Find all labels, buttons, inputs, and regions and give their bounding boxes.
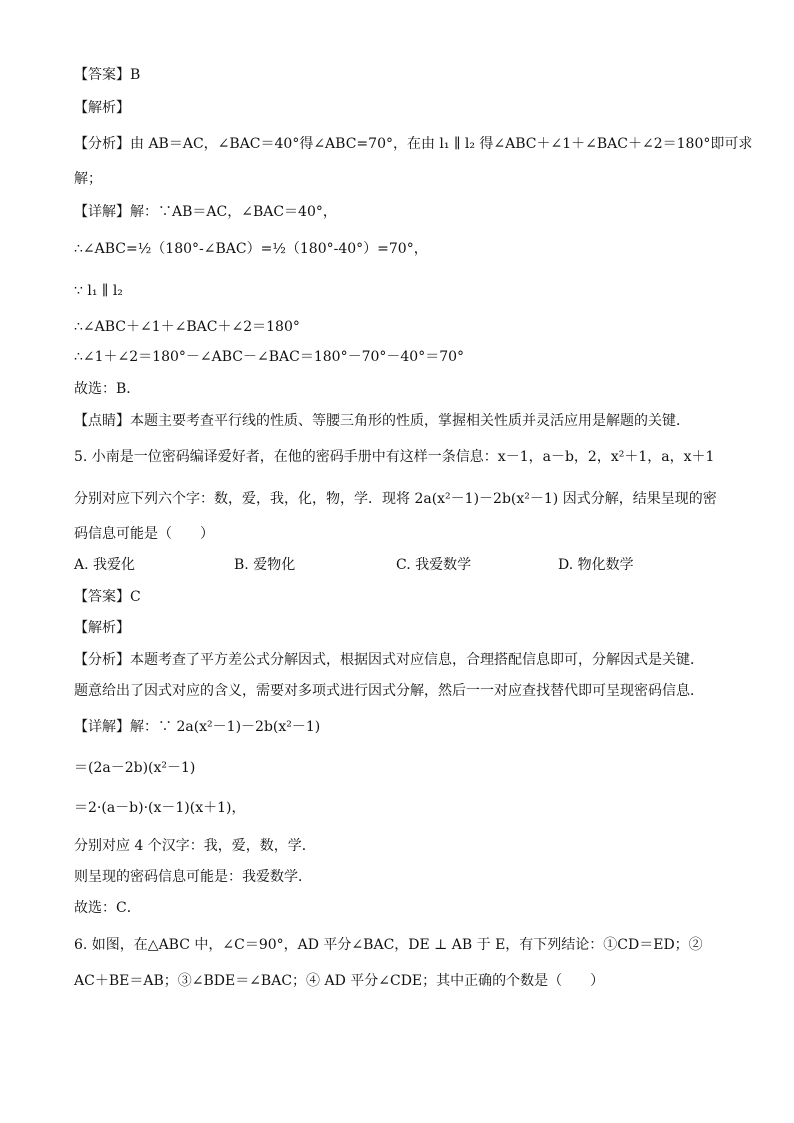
q5-detail-line-1: 【详解】解：∵ 2a(x²－1)－2b(x²－1) — [74, 719, 321, 735]
q5-option-d: D. 物化数学 — [558, 557, 634, 573]
q5-stem-line-3: 码信息可能是（ ） — [74, 526, 214, 542]
q5-option-c: C. 我爱数学 — [396, 557, 472, 573]
q4-answer: 【答案】B — [74, 67, 141, 83]
q4-choose: 故选：B． — [74, 381, 141, 397]
q5-detail-line-2: ＝(2a－2b)(x²－1) — [74, 760, 196, 776]
q5-options — [74, 554, 724, 576]
q4-analysis-label: 【解析】 — [74, 100, 130, 116]
q5-detail-line-5: 则呈现的密码信息可能是：我爱数学． — [74, 869, 312, 885]
q5-stem-line-2: 分别对应下列六个字：数，爱，我，化，物，学．现将 2a(x²－1)－2b(x²－1) 因式分解，结果呈现的密 — [74, 491, 717, 507]
q4-detail-line-5: ∴∠1＋∠2＝180°－∠ABC－∠BAC＝180°－70°－40°＝70° — [74, 349, 465, 365]
q5-choose: 故选：C． — [74, 900, 141, 916]
q5-analysis-line-1: 【分析】本题考查了平方差公式分解因式，根据因式对应信息，合理搭配信息即可，分解因式是关键． — [74, 652, 704, 668]
q4-analysis-line-1: 【分析】由 AB＝AC，∠BAC＝40°得∠ABC=70°，在由 l₁ ∥ l₂ 得∠ABC＋∠1＋∠BAC＋∠2＝180°即可求 — [74, 136, 753, 152]
q4-detail-line-2: ∴∠ABC=½（180°-∠BAC）=½（180°-40°）=70°， — [74, 241, 428, 257]
q5-stem-line-1: 5. 小南是一位密码编译爱好者，在他的密码手册中有这样一条信息：x－1，a－b，2，x²＋1，a，x＋1 — [74, 449, 715, 465]
q4-analysis-line-2: 解； — [74, 171, 102, 187]
q6-stem-line-2: AC＋BE＝AB；③∠BDE＝∠BAC；④ AD 平分∠CDE；其中正确的个数是（ ） — [74, 973, 605, 989]
q6-stem-line-1: 6. 如图，在△ABC 中，∠C＝90°，AD 平分∠BAC，DE ⊥ AB 于 E，有下列结论：①CD＝ED；② — [74, 937, 703, 953]
q5-detail-line-4: 分别对应 4 个汉字：我，爱，数，学． — [74, 838, 316, 854]
q5-analysis-line-2: 题意给出了因式对应的含义，需要对多项式进行因式分解，然后一一对应查找替代即可呈现密码信息． — [74, 683, 704, 699]
q4-detail-line-3: ∵ l₁ ∥ l₂ — [74, 283, 123, 299]
q4-detail-line-1: 【详解】解：∵AB＝AC，∠BAC＝40°， — [74, 204, 337, 220]
q5-answer: 【答案】C — [74, 589, 141, 605]
q4-comment: 【点睛】本题主要考查平行线的性质、等腰三角形的性质，掌握相关性质并灵活应用是解题的关键． — [74, 413, 690, 429]
q4-detail-line-4: ∴∠ABC＋∠1＋∠BAC＋∠2＝180° — [74, 319, 300, 335]
q5-analysis-label: 【解析】 — [74, 620, 130, 636]
q5-detail-line-3: ＝2·(a－b)·(x－1)(x＋1)， — [74, 800, 246, 816]
q5-option-b: B. 爱物化 — [234, 557, 296, 573]
q5-option-a: A. 我爱化 — [74, 557, 136, 573]
